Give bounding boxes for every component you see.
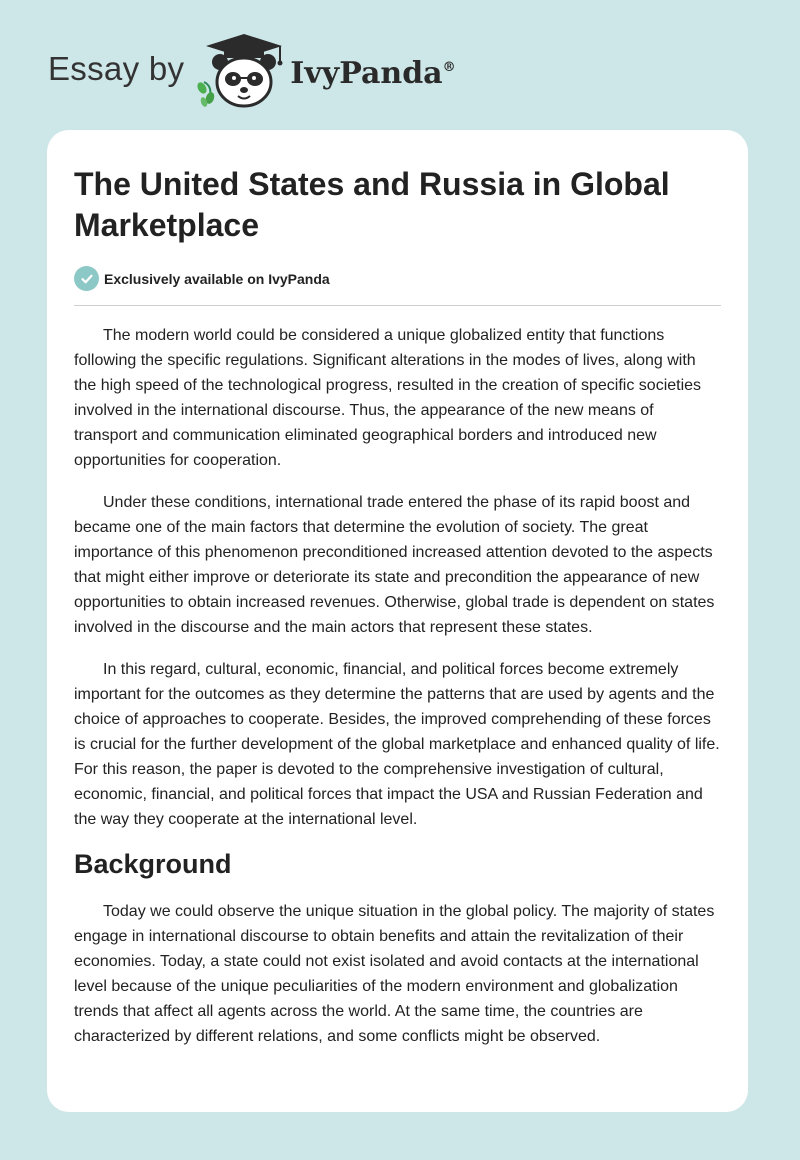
- site-header: [48, 32, 456, 112]
- paragraph: Today we could observe the unique situation in the global policy. The majority of states engage in international discourse to obtain benefits and attain the revitalization of their economies. Today, a state could not exist isolated and avoid contacts at the international level because of the unique peculiarities of the modern environment and globalization trends that affect all agents across the world. At the same time, the countries are characterized by different relations, and some conflicts might be observed.: [74, 903, 715, 1045]
- paragraph: In this regard, cultural, economic, financial, and political forces become extremely important for the outcomes as they determine the patterns that are used by agents and the choice of approaches to cooperate. Besides, the improved comprehending of these forces is crucial for the further development of the global marketplace and enhanced quality of life. For this reason, the paper is devoted to the comprehensive investigation of cultural, economic, financial, and political forces that impact the USA and Russian Federation and the way they cooperate at the international level.: [74, 661, 720, 828]
- divider: [74, 305, 721, 306]
- registered-mark: ®: [442, 59, 456, 75]
- section-heading-background: Background: [74, 849, 232, 879]
- exclusive-badge: [74, 266, 721, 291]
- paragraph: Under these conditions, international trade entered the phase of its rapid boost and became one of the main factors that determine the evolution of society. The great importance of this phenomenon preconditioned increased attention devoted to the aspects that might either improve or deteriorate its state and precondition the appearance of new opportunities to obtain increased revenues. Otherwise, global trade is dependent on states involved in the discourse and the main actors that represent these states.: [74, 494, 715, 636]
- essay-by-label: Essay by: [48, 50, 185, 87]
- paragraph: The modern world could be considered a unique globalized entity that functions following the specific regulations. Significant alterations in the modes of lives, along with the high speed of the technological progress, resulted in the creation of specific societies involved in the international discourse. Thus, the appearance of the new means of transport and communication eliminated geographical borders and introduced new opportunities for cooperation.: [74, 327, 702, 469]
- brand-text: IvyPanda: [290, 55, 443, 91]
- brand-name[interactable]: [290, 56, 455, 91]
- panda-logo-icon[interactable]: [194, 32, 286, 112]
- essay-title: The United States and Russia in Global Marketplace: [74, 166, 670, 243]
- exclusive-badge-text: Exclusively available on IvyPanda: [104, 270, 330, 287]
- essay-card: [47, 130, 748, 1112]
- check-icon: [74, 266, 99, 291]
